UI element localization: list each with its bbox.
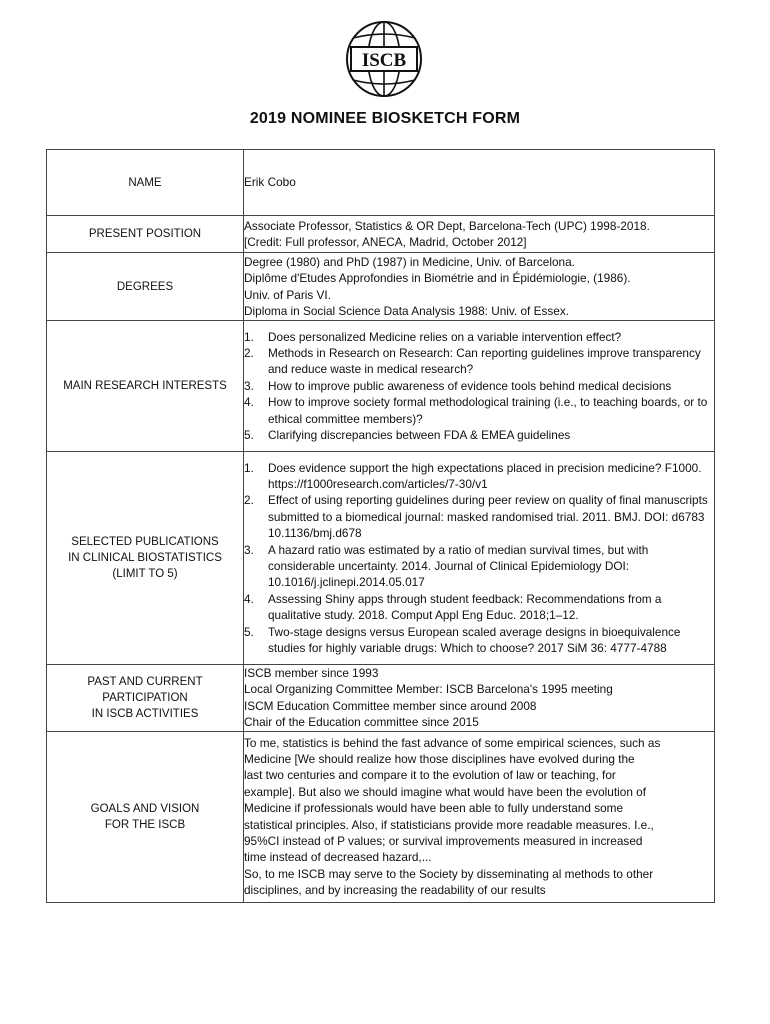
publications-value [244,452,715,665]
research-interests-label: MAIN RESEARCH INTERESTS [47,321,244,452]
present-position-value: Associate Professor, Statistics & OR Dept, Barcelona-Tech (UPC) 1998-2018. [Credit: Full professor, ANECA, Madrid, October 2012] [244,216,715,253]
interests-list [244,329,714,444]
research-interests-value [244,321,715,452]
participation-label: PAST AND CURRENT PARTICIPATION IN ISCB ACTIVITIES [47,665,244,732]
list-item: 5. Clarifying discrepancies between FDA & EMEA guidelines [244,428,571,443]
svg-text:ISCB: ISCB [361,50,407,71]
publications-list [244,460,714,657]
biosketch-table [46,149,715,903]
row-goals-vision [47,731,715,902]
degrees-value: Degree (1980) and PhD (1987) in Medicine, Univ. of Barcelona. Diplôme d'Etudes Approfondies in Biométrie and in Épidémiologie, (1986). Univ. of Paris VI. Diploma in Social Science Data Analysis 1988: Univ. of Essex. [244,253,715,321]
list-item: 4. Assessing Shiny apps through student feedback: Recommendations from a qualitative study. 2018. Comput Appl Eng Educ. 2018;1–12. [244,591,662,623]
row-research-interests [47,321,715,452]
list-item: 3. A hazard ratio was estimated by a ratio of median survival times, but with considerable uncertainty. 2014. Journal of Clinical Epidemiology DOI: 10.1016/j.jclinepi.2014.05.017 [244,542,649,590]
row-selected-publications [47,452,715,665]
goals-value: To me, statistics is behind the fast advance of some empirical sciences, such as Medicine [We should realize how those disciplines have evolved during the last two centuries and compare it to the evolution of law or teaching, for example]. But also we should imagine what would have been the evolution of Medicine if professionals would have been able to fully understand some statistical principles. Also, if statisticians provide more readable measures. I.e., 95%CI instead of P values; or survival improvements measured in increased time instead of decreased hazard,... So, to me ISCB may serve to the Society by disseminating al methods to other disciplines, and by increasing the readability of our results [244,731,715,902]
name-label: NAME [47,150,244,216]
degrees-label: DEGREES [47,253,244,321]
present-position-label: PRESENT POSITION [47,216,244,253]
row-name [47,150,715,216]
name-value: Erik Cobo [244,150,715,216]
row-present-position [47,216,715,253]
publications-label: SELECTED PUBLICATIONS IN CLINICAL BIOSTATISTICS (LIMIT TO 5) [47,452,244,665]
participation-value: ISCB member since 1993 Local Organizing Committee Member: ISCB Barcelona's 1995 meeting ISCM Education Committee member since around 2008 Chair of the Education committee since 2015 [244,665,715,732]
iscb-logo [345,20,423,98]
row-participation [47,665,715,732]
row-degrees [47,253,715,321]
list-item: 5. Two-stage designs versus European scaled average designs in bioequivalence studies for highly variable drugs: Which to choose? 2017 SiM 36: 4777-4788 [244,624,681,656]
list-item: 1. Does evidence support the high expectations placed in precision medicine? F1000. https://f1000research.com/articles/7-30/v1 [244,460,702,491]
goals-label: GOALS AND VISION FOR THE ISCB [47,731,244,902]
list-item: 2. Effect of using reporting guidelines during peer review on quality of final manuscripts submitted to a biomedical journal: masked randomised trial. 2011. BMJ. DOI: d6783 10.1136/bmj.d678 [244,493,708,541]
list-item: 4. How to improve society formal methodological training (i.e., to teaching boards, or to ethical committee members)? [244,395,708,426]
list-item: 1. Does personalized Medicine relies on a variable intervention effect? [244,329,622,344]
list-item: 2. Methods in Research on Research: Can reporting guidelines improve transparency and reduce waste in medical research? [244,345,701,377]
form-title: 2019 NOMINEE BIOSKETCH FORM [249,110,521,127]
list-item: 3. How to improve public awareness of evidence tools behind medical decisions [244,378,672,393]
